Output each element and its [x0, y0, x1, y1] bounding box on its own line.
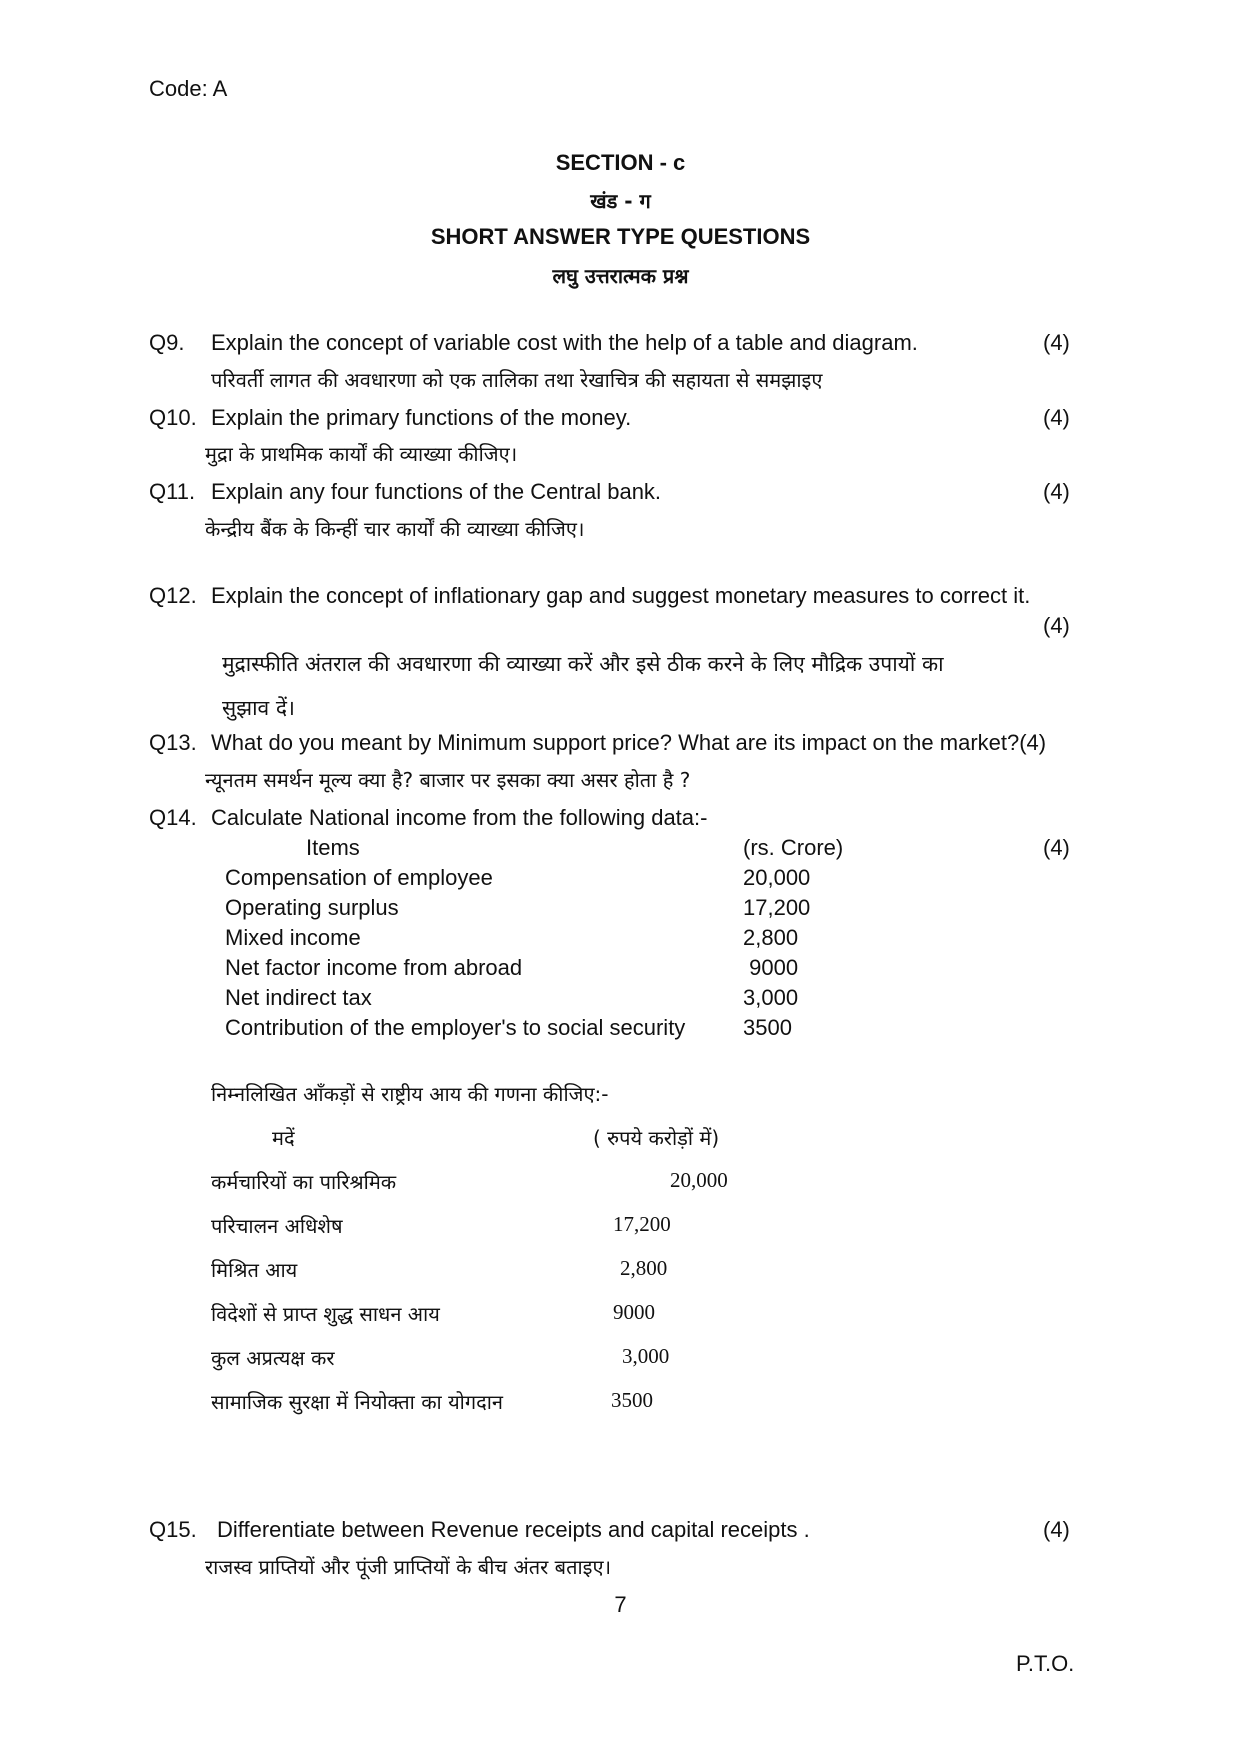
table-row-value-hindi: 20,000 [670, 1168, 728, 1192]
question-marks: (4) [1043, 1517, 1070, 1542]
table-row-value: 2,800 [743, 925, 799, 950]
question-marks: (4) [1043, 405, 1070, 430]
table-row-item-hindi: विदेशों से प्राप्त शुद्ध साधन आय [211, 1302, 440, 1326]
question-number: Q15. [149, 1517, 197, 1542]
question-number: Q12. [149, 583, 197, 608]
table-row-item-hindi: कर्मचारियों का पारिश्रमिक [211, 1170, 397, 1194]
table-row-value-hindi: 3500 [611, 1388, 653, 1412]
table-header-value-hindi: ( रुपये करोड़ों में) [593, 1126, 720, 1150]
table-row-value-hindi: 3,000 [622, 1344, 670, 1368]
table-row-item: Mixed income [225, 925, 361, 950]
section-title: SECTION - c [555, 150, 686, 175]
question-text: Explain the concept of inflationary gap and suggest monetary measures to correct it. [211, 583, 1031, 608]
table-row-item-hindi: परिचालन अधिशेष [211, 1214, 343, 1238]
table-row-item: Contribution of the employer's to social security [225, 1015, 686, 1040]
table-row-item: Net indirect tax [225, 985, 372, 1010]
question-number: Q10. [149, 405, 197, 430]
question-text: Explain the primary functions of the money. [211, 405, 632, 430]
question-number: Q14. [149, 805, 197, 830]
question-marks: (4) [1043, 479, 1070, 504]
table-row-value-hindi: 17,200 [613, 1212, 671, 1236]
table-row-value: 9000 [743, 955, 799, 980]
question-text-hindi: न्यूनतम समर्थन मूल्य क्या है? बाजार पर इसका क्या असर होता है ? [205, 768, 691, 792]
table-row-item-hindi: सामाजिक सुरक्षा में नियोक्ता का योगदान [211, 1390, 504, 1414]
question-text: What do you meant by Minimum support price? What are its impact on the market?(4) [211, 730, 1047, 755]
question-text-hindi: परिवर्ती लागत की अवधारणा को एक तालिका तथा रेखाचित्र की सहायता से समझाइए [211, 368, 823, 392]
question-number: Q11. [149, 479, 196, 504]
question-text-hindi: केन्द्रीय बैंक के किन्हीं चार कार्यों की व्याख्या कीजिए। [205, 517, 585, 541]
paper-code: Code: A [149, 76, 228, 101]
table-row-value: 3,000 [743, 985, 799, 1010]
question-text-hindi: निम्नलिखित आँकड़ों से राष्ट्रीय आय की गणना कीजिए:- [211, 1082, 609, 1106]
question-text: Calculate National income from the following data:- [211, 805, 708, 830]
table-row-item-hindi: कुल अप्रत्यक्ष कर [211, 1346, 335, 1370]
table-row-value: 17,200 [743, 895, 811, 920]
question-marks: (4) [1043, 835, 1070, 860]
table-row-value: 3500 [743, 1015, 792, 1040]
table-row-item-hindi: मिश्रित आय [211, 1258, 298, 1282]
table-row-item: Net factor income from abroad [225, 955, 523, 980]
pto-label: P.T.O. [1016, 1651, 1075, 1676]
question-marks: (4) [1043, 613, 1070, 638]
section-subtitle-hindi: लघु उत्तरात्मक प्रश्न [552, 264, 689, 288]
question-number: Q9. [149, 330, 185, 355]
page-number: 7 [614, 1592, 627, 1617]
table-row-value-hindi: 9000 [613, 1300, 655, 1324]
question-text-hindi: मुद्रा के प्राथमिक कार्यों की व्याख्या कीजिए। [205, 442, 518, 466]
table-header-items: Items [306, 835, 360, 860]
table-row-value: 20,000 [743, 865, 811, 890]
question-text-hindi-continued: सुझाव दें। [222, 696, 295, 720]
question-text: Differentiate between Revenue receipts and capital receipts . [217, 1517, 810, 1542]
table-row-item: Operating surplus [225, 895, 399, 920]
section-subtitle: SHORT ANSWER TYPE QUESTIONS [430, 224, 811, 249]
question-marks: (4) [1043, 330, 1070, 355]
question-number: Q13. [149, 730, 197, 755]
section-title-hindi: खंड - ग [590, 189, 651, 213]
question-text-hindi: मुद्रास्फीति अंतराल की अवधारणा की व्याख्या करें और इसे ठीक करने के लिए मौद्रिक उपायों का [222, 652, 944, 676]
table-row-value-hindi: 2,800 [620, 1256, 668, 1280]
question-text-hindi: राजस्व प्राप्तियों और पूंजी प्राप्तियों के बीच अंतर बताइए। [205, 1555, 612, 1579]
table-header-value: (rs. Crore) [743, 835, 844, 860]
table-header-items-hindi: मदें [272, 1126, 295, 1150]
question-text: Explain the concept of variable cost with the help of a table and diagram. [211, 330, 918, 355]
question-text: Explain any four functions of the Central bank. [211, 479, 662, 504]
table-row-item: Compensation of employee [225, 865, 493, 890]
